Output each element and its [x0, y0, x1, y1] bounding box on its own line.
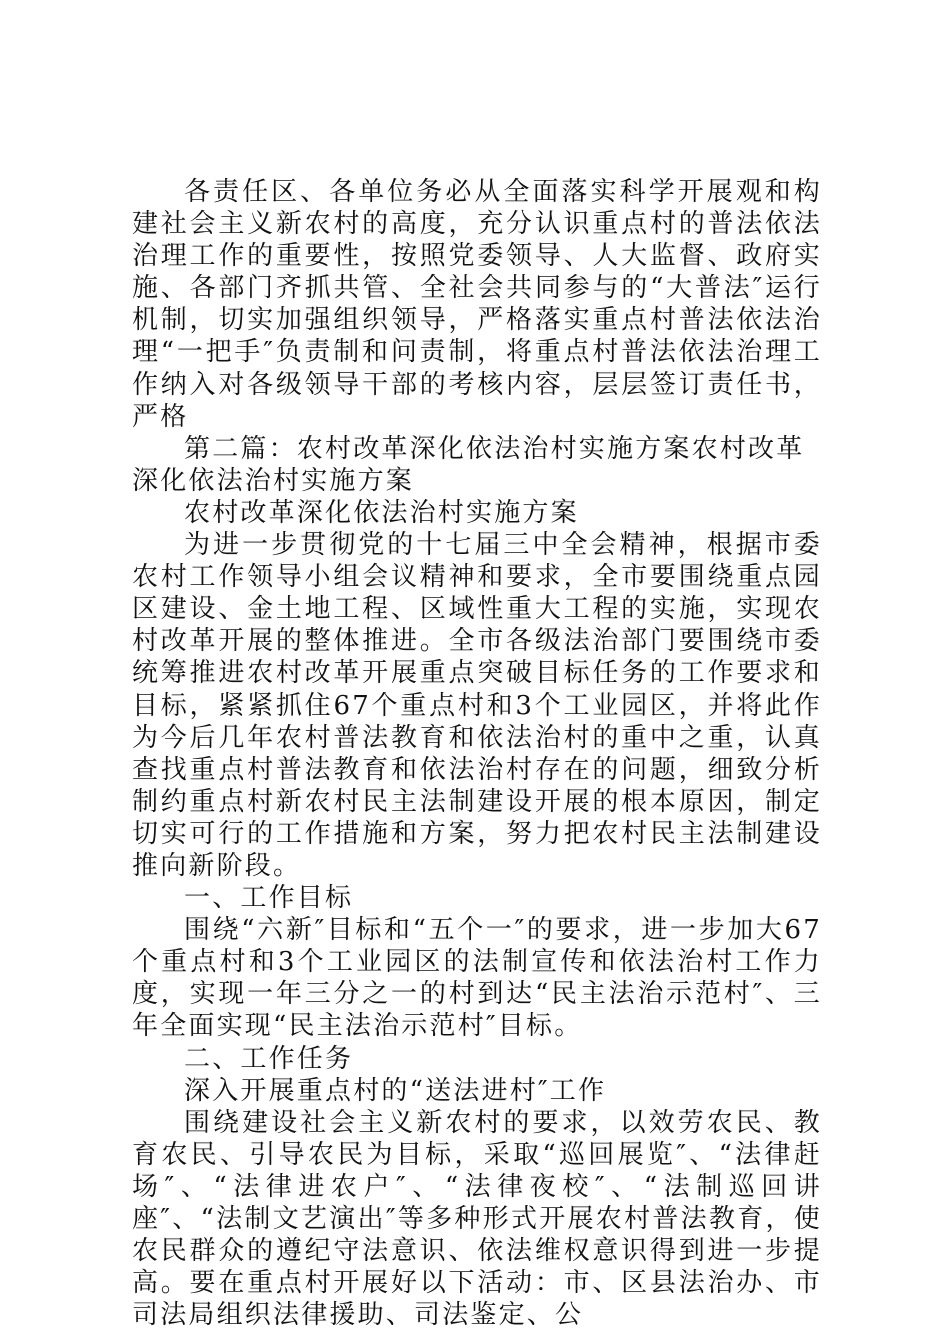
- subheading-law-to-village: 深入开展重点村的“送法进村″工作: [184, 1075, 607, 1106]
- document-body: [132, 176, 822, 1331]
- section-title-part-two: 第二篇：农村改革深化依法治村实施方案农村改革深化依法治村实施方案: [132, 433, 805, 496]
- paragraph-law-to-village: 围绕建设社会主义新农村的要求，以效劳农民、教育农民、引导农民为目标，采取“巡回展览″、“法律赶场″、“法律进农户″、“法律夜校″、“法制巡回讲座″、“法制文艺演出″等多种形式开展农村普法教育，使农民群众的遵纪守法意识、依法维权意识得到进一步提高。要在重点村开展好以下活动：市、区县法治办、市司法局组织法律援助、司法鉴定、公: [132, 1107, 822, 1331]
- paragraph-responsibility: 各责任区、各单位务必从全面落实科学开展观和构建社会主义新农村的高度，充分认识重点村的普法依法治理工作的重要性，按照党委领导、人大监督、政府实施、各部门齐抓共管、全社会共同参与的“大普法″运行机制，切实加强组织领导，严格落实重点村普法依法治理“一把手″负责制和问责制，将重点村普法依法治理工作纳入对各级领导干部的考核内容，层层签订责任书，严格: [132, 177, 822, 432]
- heading-work-tasks: 二、工作任务: [184, 1043, 354, 1074]
- heading-work-goals: 一、工作目标: [184, 883, 354, 914]
- paragraph-work-goals: 围绕“六新″目标和“五个一″的要求，进一步加大67个重点村和3个工业园区的法制宣传和依法治村工作力度，实现一年三分之一的村到达“民主法治示范村″、三年全面实现“民主法治示范村″目标。: [132, 915, 822, 1042]
- plan-title: 农村改革深化依法治村实施方案: [184, 497, 579, 528]
- paragraph-introduction: 为进一步贯彻党的十七届三中全会精神，根据市委农村工作领导小组会议精神和要求，全市要围绕重点园区建设、金土地工程、区域性重大工程的实施，实现农村改革开展的整体推进。全市各级法治部门要围绕市委统筹推进农村改革开展重点突破目标任务的工作要求和目标，紧紧抓住67个重点村和3个工业园区，并将此作为今后几年农村普法教育和依法治村的重中之重，认真查找重点村普法教育和依法治村存在的问题，细致分析制约重点村新农村民主法制建设开展的根本原因，制定切实可行的工作措施和方案，努力把农村民主法制建设推向新阶段。: [132, 530, 822, 881]
